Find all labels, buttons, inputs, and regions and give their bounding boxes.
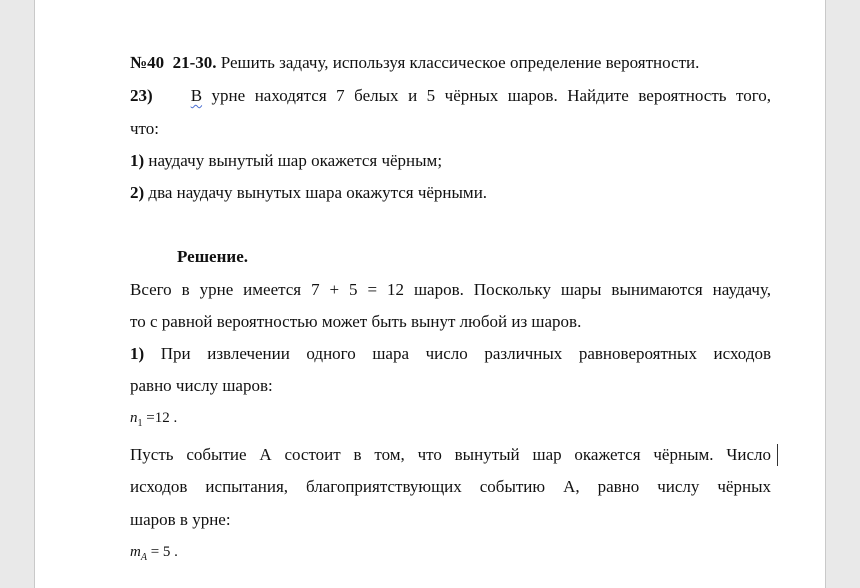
task-description: Решить задачу, используя классическое определение вероятности.	[216, 53, 700, 72]
solution-p3-line-3: шаров в урне:	[130, 510, 231, 529]
item-1-label: 1)	[130, 151, 145, 170]
solution-p2-line-2: равно числу шаров:	[130, 376, 273, 395]
equation-n1	[130, 407, 771, 431]
problem-number: 23)	[130, 86, 153, 105]
problem-line-1	[130, 85, 771, 107]
eq2-subscript: A	[140, 552, 147, 563]
solution-heading: Решение.	[177, 247, 248, 266]
solution-p1-line-1: Всего в урне имеется 7 + 5 = 12 шаров. Поскольку шары вынимаются наудачу,	[130, 280, 771, 299]
item-2-label: 2)	[130, 183, 145, 202]
solution-p3-line-1: Пусть событие А состоит в том, что вынутый шар окажется чёрным. Число	[130, 445, 771, 464]
task-header-line	[130, 52, 771, 74]
eq1-variable: n	[130, 410, 138, 426]
problem-item-1	[130, 150, 771, 172]
item-2-text: два наудачу вынутых шара окажутся чёрными.	[144, 183, 488, 202]
problem-line-2: что:	[130, 119, 159, 138]
eq2-value: = 5 .	[146, 544, 178, 560]
solution-p2-line-1	[130, 343, 771, 365]
equation-mA	[130, 541, 771, 565]
eq1-value: =12 .	[142, 410, 178, 426]
step-1-label: 1)	[130, 344, 145, 363]
solution-p3-line-2: исходов испытания, благоприятствующих событию А, равно числу чёрных	[130, 477, 771, 496]
spellcheck-word: В	[190, 86, 203, 105]
item-1-text: наудачу вынутый шар окажется чёрным;	[144, 151, 443, 170]
eq1-subscript: 1	[137, 418, 143, 429]
solution-p1-line-2: то с равной вероятностью может быть вынут любой из шаров.	[130, 312, 582, 331]
task-range: 21-30.	[172, 53, 217, 72]
text-cursor	[777, 444, 778, 466]
document-page[interactable]	[34, 0, 826, 588]
eq2-variable: m	[130, 544, 141, 560]
task-number: №40	[130, 53, 165, 72]
problem-item-2	[130, 182, 771, 204]
step-1-text: При извлечении одного шара число различных равновероятных исходов	[144, 344, 771, 363]
problem-text: урне находятся 7 белых и 5 чёрных шаров. Найдите вероятность того,	[202, 86, 772, 105]
